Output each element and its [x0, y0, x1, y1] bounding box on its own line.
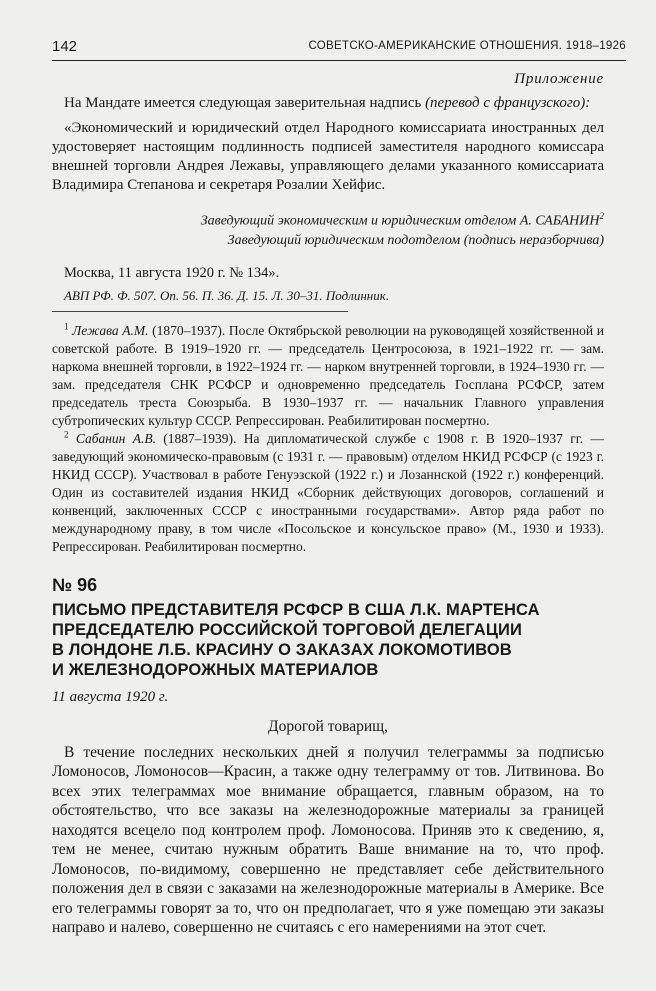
intro-text: На Мандате имеется следующая заверительная надпись: [64, 95, 426, 111]
footnote-ref-2: 2: [599, 211, 604, 221]
appendix-label: Приложение: [514, 71, 604, 87]
archive-reference: АВП РФ. Ф. 507. Оп. 56. П. 36. Д. 15. Л. 30–31. Подлинник.: [64, 287, 390, 303]
document-title-line: И ЖЕЛЕЗНОДОРОЖНЫХ МАТЕРИАЛОВ: [52, 660, 379, 679]
page-content: [52, 66, 604, 938]
document-title: [52, 600, 604, 680]
footnote-divider: [52, 311, 348, 312]
footnote-number: 1: [64, 321, 69, 332]
footnote-2: [52, 430, 604, 556]
certification-quote: «Экономический и юридический отдел Народного комиссариата иностранных дел удостоверяет настоящим подлинность подписей заместителя народного комиссара внешней торговли Андрея Лежавы, управляющего делами указанного комиссариата Владимира Степанова и секретаря Розалии Хейфис.: [52, 120, 604, 193]
signature-illegible: Заведующий юридическим подотделом (подпись неразборчива): [227, 232, 604, 248]
signature-sabanin: [52, 207, 604, 231]
document-date: 11 августа 1920 г.: [52, 688, 169, 705]
salutation: Дорогой товарищ,: [268, 717, 388, 735]
footnote-person-name: Лежава А.М.: [72, 322, 149, 338]
document-title-line: ПРЕДСЕДАТЕЛЮ РОССИЙСКОЙ ТОРГОВОЙ ДЕЛЕГАЦИИ: [52, 620, 522, 639]
signature-sabanin-text: Заведующий экономическим и юридическим отделом А. САБАНИН: [200, 213, 600, 229]
footnote-text: (1887–1939). На дипломатической службе с 1908 г. В 1920–1937 гг. — заведующий экономическо-правовым (с 1931 г. — правовым) отделом НКИД РСФСР (с 1923 г. НКИД СССР). Участвовал в работе Генуэзской (1922 г.) и Лозаннской (1922 г.) конференций. Один из составителей издания НКИД «Сборник действующих договоров, соглашений и конвенций, заключенных СССР с иностранными государствами». Автор ряда работ по международному праву, в том числе «Посольское и консульское право» (М., 1930 и 1933). Репрессирован. Реабилитирован посмертно.: [52, 430, 604, 554]
document-title-line: ПИСЬМО ПРЕДСТАВИТЕЛЯ РСФСР В США Л.К. МАРТЕНСА: [52, 600, 540, 619]
footnote-text: (1870–1937). После Октябрьской революции на руководящей хозяйственной и советской работе. В 1919–1920 гг. — председатель Центросоюза, в 1921–1922 гг. — зам. наркома внешней торговли, в 1922–1924 гг. — нарком внутренней торговли, в 1924–1930 гг. — зам. председателя СНК РСФСР и одновременно председатель Госплана РСФСР, затем председатель треста Союзрыба. В 1930–1937 гг. — начальник Главного управления субтропических культур СССР. Репрессирован. Реабилитирован посмертно.: [52, 322, 605, 428]
appendix-intro: [52, 94, 604, 113]
intro-note: (перевод с французского):: [425, 95, 591, 111]
document-number: № 96: [52, 574, 98, 595]
footnote-number: 2: [64, 429, 69, 440]
page-number: 142: [52, 38, 78, 55]
page-header: [52, 38, 626, 61]
place-date: Москва, 11 августа 1920 г. № 134».: [64, 264, 280, 281]
footnote-1: [52, 322, 604, 430]
running-head: СОВЕТСКО-АМЕРИКАНСКИЕ ОТНОШЕНИЯ. 1918–1926: [308, 40, 626, 52]
document-title-line: В ЛОНДОНЕ Л.Б. КРАСИНУ О ЗАКАЗАХ ЛОКОМОТИВОВ: [52, 640, 512, 659]
letter-body: В течение последних нескольких дней я получил телеграммы за подписью Ломоносов, Ломоносов—Красин, а также одну телеграмму от тов. Литвинова. Во всех этих телеграммах мое внимание обращается, главным образом, на то обстоятельство, что все заказы на железнодорожные материалы за границей находятся всецело под контролем проф. Ломоносова. Приняв это к сведению, я, тем не менее, считаю нужным обратить Ваше внимание на то, что проф. Ломоносов, по-видимому, совершенно не представляет себе действительного положения дел в связи с заказами на железнодорожные материалы в Америке. Все его телеграммы говорят за то, что он предполагает, что я уже помещаю эти заказы направо и налево, совершенно не считаясь с его намерениями на этот счет.: [52, 743, 604, 937]
footnote-person-name: Сабанин А.В.: [75, 430, 156, 446]
